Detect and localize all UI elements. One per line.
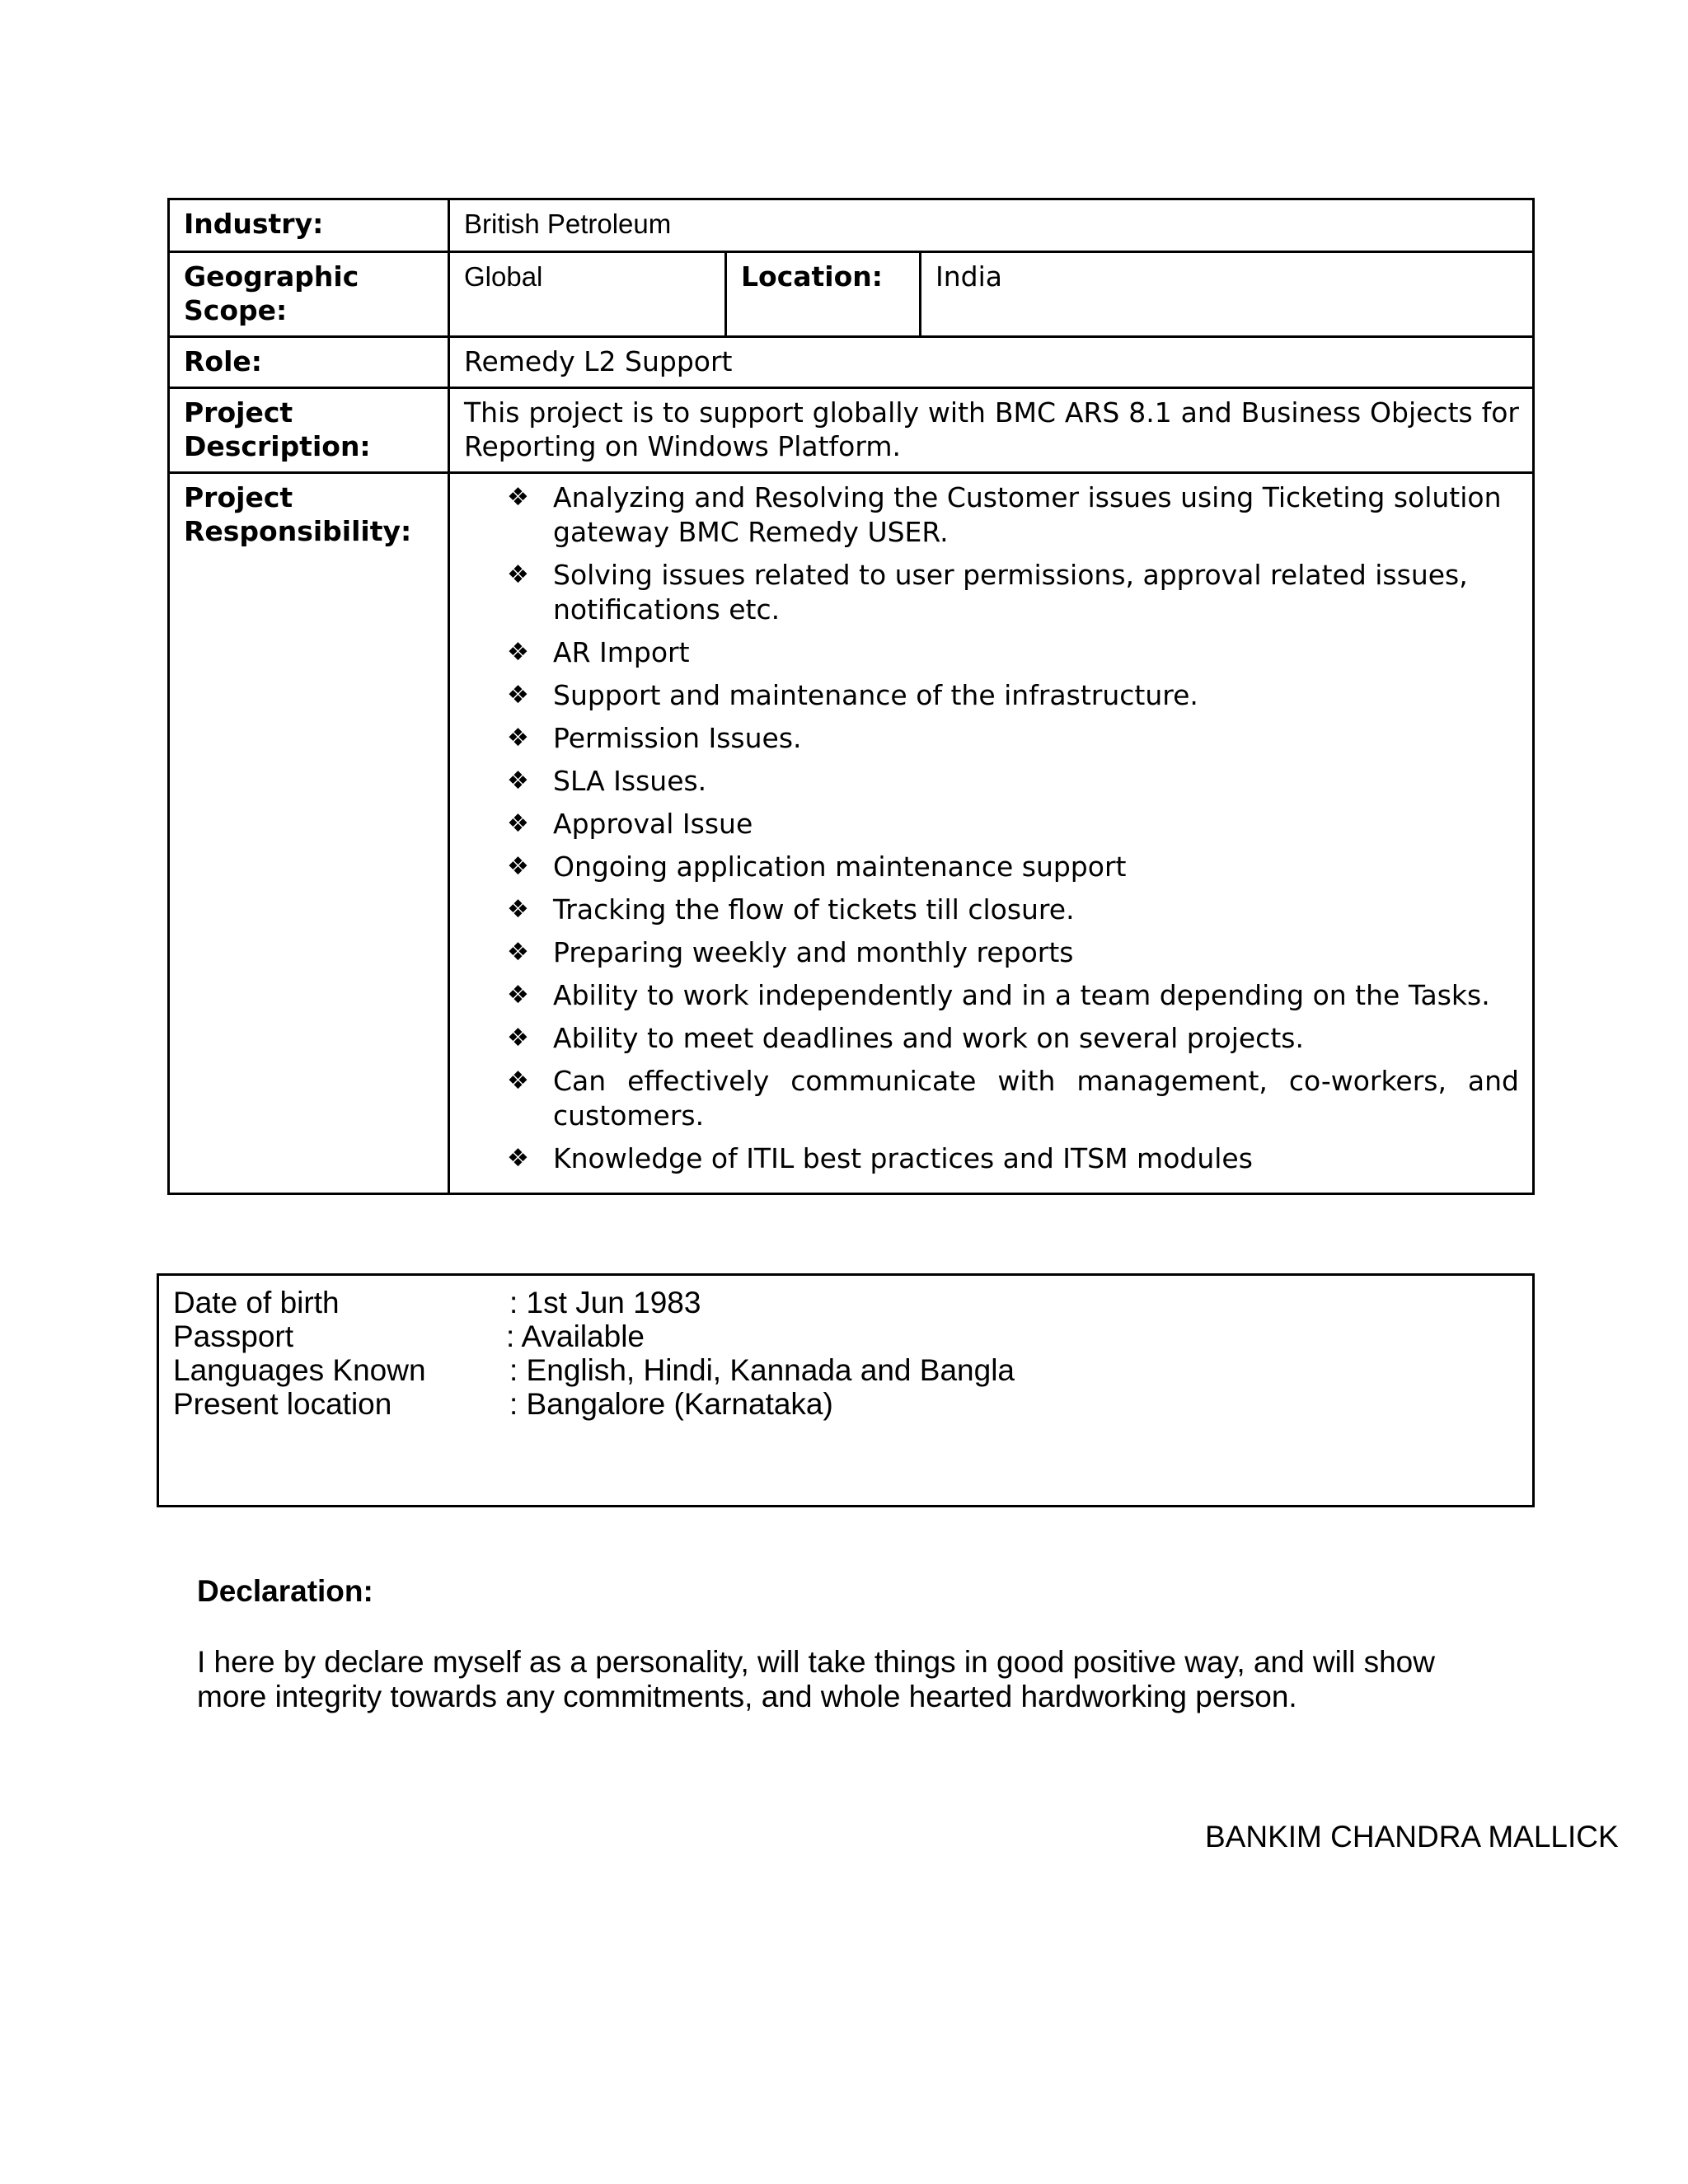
list-item: ❖ Solving issues related to user permissions, approval related issues, notifications etc. — [507, 559, 1468, 626]
diamond-bullet-icon: ❖ — [507, 981, 529, 1010]
list-item: ❖ Knowledge of ITIL best practices and ITSM modules — [507, 1142, 1253, 1174]
role-label: Role: — [169, 337, 449, 388]
diamond-bullet-icon: ❖ — [507, 560, 529, 589]
geographic-scope-value: Global — [449, 252, 726, 337]
passport-value: : Available — [506, 1319, 645, 1353]
list-item: ❖ Can effectively communicate with management, co-workers, and customers. — [507, 1065, 1519, 1132]
diamond-bullet-icon: ❖ — [507, 809, 529, 838]
industry-label: Industry: — [169, 199, 449, 252]
personal-details-box — [157, 1273, 1535, 1507]
responsibility-row — [169, 473, 1534, 1194]
diamond-bullet-icon: ❖ — [507, 895, 529, 924]
diamond-bullet-icon: ❖ — [507, 938, 529, 967]
list-item: ❖ SLA Issues. — [507, 765, 707, 797]
project-description-value: This project is to support globally with BMC ARS 8.1 and Business Objects for Reporting on Windows Platform. — [449, 388, 1534, 473]
passport-label: Passport — [173, 1319, 294, 1353]
diamond-bullet-icon: ❖ — [507, 766, 529, 795]
list-item: ❖ Approval Issue — [507, 808, 753, 840]
list-item: ❖ Tracking the flow of tickets till closure. — [507, 893, 1075, 926]
present-location-value: : Bangalore (Karnataka) — [509, 1387, 833, 1421]
diamond-bullet-icon: ❖ — [507, 1144, 529, 1173]
list-item: ❖ Permission Issues. — [507, 722, 802, 754]
list-item: ❖ Ability to work independently and in a team depending on the Tasks. — [507, 979, 1490, 1011]
geographic-row — [169, 252, 1534, 337]
geographic-scope-label: Geographic Scope: — [169, 252, 449, 337]
list-item: ❖ AR Import — [507, 636, 690, 668]
present-location-label: Present location — [173, 1387, 392, 1421]
list-item: ❖ Analyzing and Resolving the Customer issues using Ticketing solution gateway BMC Remedy USER. — [507, 481, 1502, 548]
responsibility-list — [464, 480, 1519, 1176]
location-value: India — [921, 252, 1534, 337]
dob-value: : 1st Jun 1983 — [509, 1286, 701, 1319]
diamond-bullet-icon: ❖ — [507, 638, 529, 667]
description-row — [169, 388, 1534, 473]
list-item: ❖ Ongoing application maintenance support — [507, 851, 1127, 883]
industry-row — [169, 199, 1534, 252]
diamond-bullet-icon: ❖ — [507, 724, 529, 752]
project-responsibility-label: Project Responsibility: — [169, 473, 449, 1194]
list-item: ❖ Ability to meet deadlines and work on several projects. — [507, 1022, 1304, 1054]
project-table — [167, 198, 1535, 1195]
project-description-label: Project Description: — [169, 388, 449, 473]
location-label: Location: — [726, 252, 921, 337]
signature-name: BANKIM CHANDRA MALLICK — [1205, 1820, 1619, 1854]
declaration-text: I here by declare myself as a personality, will take things in good positive way, and will show more integrity towards any commitments, and whole hearted hardworking person. — [197, 1645, 1435, 1713]
declaration-title: Declaration: — [197, 1574, 373, 1608]
languages-value: : English, Hindi, Kannada and Bangla — [509, 1353, 1015, 1387]
diamond-bullet-icon: ❖ — [507, 1024, 529, 1052]
diamond-bullet-icon: ❖ — [507, 681, 529, 710]
diamond-bullet-icon: ❖ — [507, 852, 529, 881]
list-item: ❖ Support and maintenance of the infrastructure. — [507, 679, 1198, 711]
role-row — [169, 337, 1534, 388]
industry-value: British Petroleum — [449, 199, 1534, 252]
role-value: Remedy L2 Support — [449, 337, 1534, 388]
languages-label: Languages Known — [173, 1353, 426, 1387]
diamond-bullet-icon: ❖ — [507, 1066, 529, 1095]
dob-label: Date of birth — [173, 1286, 340, 1319]
list-item: ❖ Preparing weekly and monthly reports — [507, 936, 1074, 968]
project-responsibility-cell — [449, 473, 1534, 1194]
diamond-bullet-icon: ❖ — [507, 483, 529, 512]
